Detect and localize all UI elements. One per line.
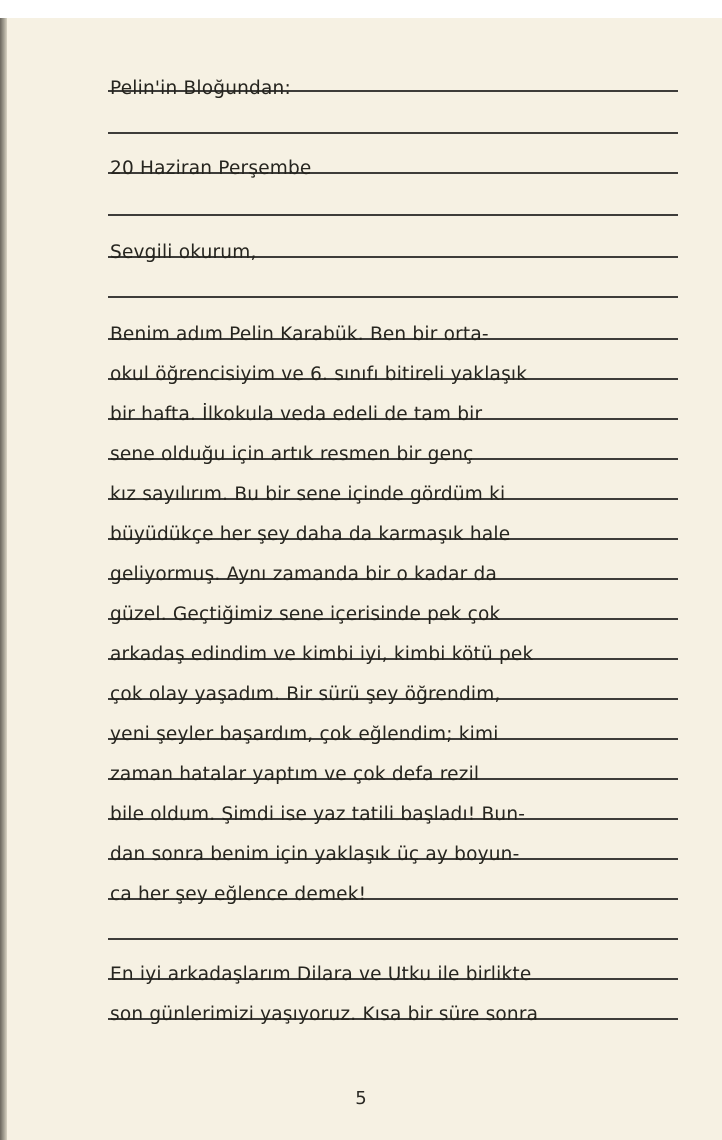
paragraph-line: güzel. Geçtiğimiz sene içerisinde pek çok <box>110 604 501 625</box>
paragraph-line: geliyormuş. Aynı zamanda bir o kadar da <box>110 564 498 585</box>
entry-date: 20 Haziran Perşembe <box>110 158 312 179</box>
paragraph-line: ca her şey eğlence demek! <box>110 884 367 905</box>
blog-heading: Pelin'in Bloğundan: <box>110 78 291 99</box>
ruled-line <box>108 214 678 216</box>
paragraph-line: dan sonra benim için yaklaşık üç ay boyun- <box>110 844 520 865</box>
paragraph-line: Benim adım Pelin Karabük. Ben bir orta- <box>110 324 489 345</box>
notebook-page <box>0 18 722 1140</box>
paragraph-line: çok olay yaşadım. Bir sürü şey öğrendim, <box>110 684 501 705</box>
paragraph-line: sene olduğu için artık resmen bir genç <box>110 444 474 465</box>
paragraph-line: kız sayılırım. Bu bir sene içinde gördüm ki <box>110 484 506 505</box>
ruled-line <box>108 938 678 940</box>
ruled-line <box>108 296 678 298</box>
page-number: 5 <box>355 1088 367 1109</box>
paragraph-line: bir hafta. İlkokula veda edeli de tam bir <box>110 404 483 425</box>
ruled-line <box>108 132 678 134</box>
paragraph-line: En iyi arkadaşlarım Dilara ve Utku ile birlikte <box>110 964 532 985</box>
paragraph-line: büyüdükçe her şey daha da karmaşık hale <box>110 524 511 545</box>
paragraph-line: okul öğrencisiyim ve 6. sınıfı bitireli yaklaşık <box>110 364 528 385</box>
salutation: Sevgili okurum, <box>110 242 257 263</box>
paragraph-line: yeni şeyler başardım, çok eğlendim; kimi <box>110 724 499 745</box>
paragraph-line: arkadaş edindim ve kimbi iyi, kimbi kötü pek <box>110 644 534 665</box>
paragraph-line: bile oldum. Şimdi ise yaz tatili başladı! Bun- <box>110 804 526 825</box>
paragraph-line: son günlerimizi yaşıyoruz. Kısa bir süre sonra <box>110 1004 539 1025</box>
page-binding-edge <box>0 18 7 1140</box>
paragraph-line: zaman hatalar yaptım ve çok defa rezil <box>110 764 480 785</box>
